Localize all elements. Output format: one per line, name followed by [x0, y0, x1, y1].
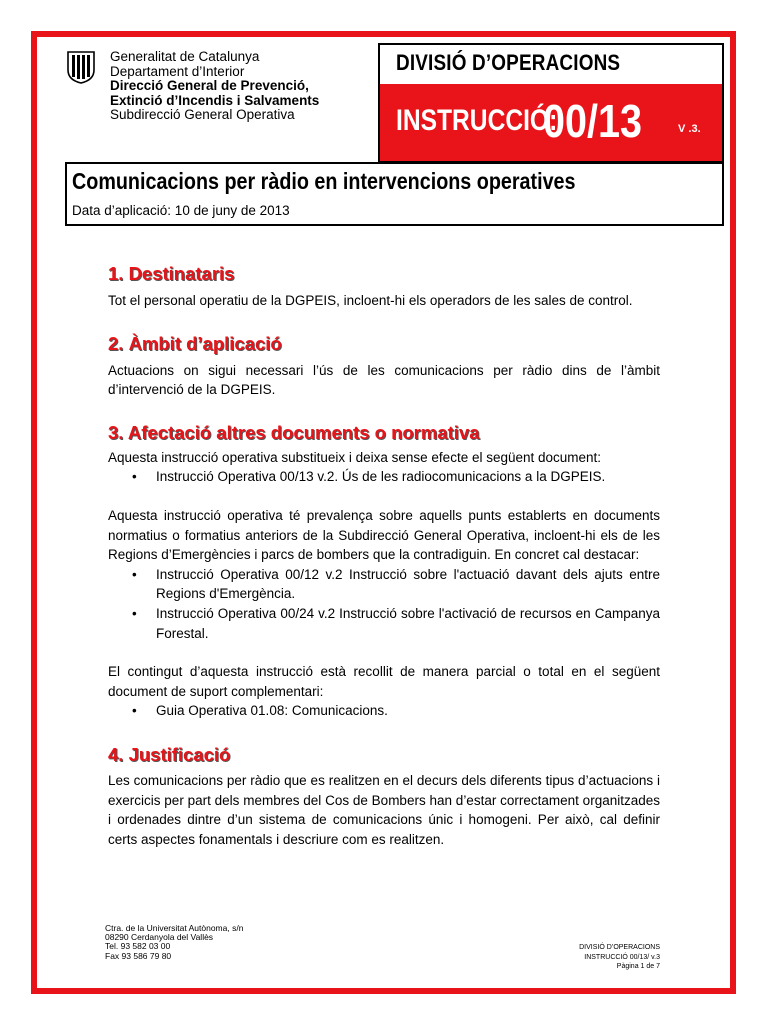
- section-text: Tot el personal operatiu de la DGPEIS, incloent-hi els operadors de les sales de control.: [108, 293, 633, 308]
- org-line: Departament d’Interior: [110, 63, 245, 79]
- footer-division: DIVISIÓ D’OPERACIONS: [579, 944, 660, 951]
- section-heading: 1. Destinataris: [108, 263, 235, 284]
- section-heading: 3. Afectació altres documents o normativa: [108, 421, 480, 443]
- footer-reference: [579, 943, 660, 972]
- section-text: Aquesta instrucció operativa substitueix i deixa sense efecte el següent document:: [108, 449, 602, 465]
- generalitat-logo-icon: [67, 50, 95, 84]
- footer-instruction: INSTRUCCIÓ 00/13/ v.3: [584, 953, 660, 961]
- list-item: • Guia Operativa 01.08: Comunicacions.: [132, 703, 388, 719]
- address-line: Fax 93 586 79 80: [105, 950, 172, 961]
- instruction-number: 00/13: [543, 95, 643, 147]
- application-date: Data d’aplicació: 10 de juny de 2013: [72, 203, 290, 218]
- instruction-label: INSTRUCCIÓ:: [396, 104, 558, 137]
- section-text: El contingut d’aquesta instrucció està recollit de manera parcial o total en el següent document de suport complementari:: [108, 664, 660, 699]
- organization-block: [110, 50, 319, 123]
- document-body: [108, 262, 660, 849]
- instruction-box: [378, 84, 724, 163]
- footer-address: [105, 924, 243, 961]
- section-text: Les comunicacions per ràdio que es realitzen en el decurs dels diferents tipus d’actuacions i exercicis per part dels membres del Cos de Bombers han d’estar correctament organitzades i ordenades dintre d’un sistema de comunicacions únic i homogeni. Per això, cal definir certs aspectes fonamentals i descriure com es realitzen.: [108, 772, 660, 847]
- org-line: Subdirecció General Operativa: [110, 107, 295, 123]
- instruction-version: V .3.: [678, 123, 701, 135]
- subject-box: [65, 162, 724, 226]
- list-item: • Instrucció Operativa 00/24 v.2 Instrucció sobre l'activació de recursos en Campanya Forestal.: [132, 605, 660, 641]
- section-text: Aquesta instrucció operativa té prevalença sobre aquells punts establerts en documents normatius o formatius anteriors de la Subdirecció General Operativa, incloent-hi els de les Regions d’Emergències i parcs de bombers que la contradiguin. En concret cal destacar:: [108, 507, 660, 563]
- bullet-list: [108, 467, 660, 487]
- address-line: Tel. 93 582 03 00: [105, 941, 171, 952]
- bullet-list: [108, 701, 660, 721]
- division-title: DIVISIÓ D’OPERACIONS: [396, 50, 621, 75]
- org-line: Direcció General de Prevenció,: [110, 78, 309, 94]
- subject-title: Comunicacions per ràdio en intervencions operatives: [72, 168, 576, 194]
- address-line: 08290 Cerdanyola del Vallès: [105, 932, 214, 943]
- section-text: Actuacions on sigui necessari l’ús de les comunicacions per ràdio dins de l’àmbit d’intervenció de la DGPEIS.: [108, 362, 660, 398]
- section-heading: 2. Àmbit d’aplicació: [108, 332, 282, 354]
- address-line: Ctra. de la Universitat Autònoma, s/n: [105, 923, 244, 933]
- section-heading: 4. Justificació: [108, 743, 231, 765]
- org-line: Extinció d’Incendis i Salvaments: [110, 92, 320, 108]
- page-number: Pàgina 1 de 7: [616, 963, 660, 970]
- bullet-list: [108, 565, 660, 643]
- org-line: Generalitat de Catalunya: [110, 49, 260, 64]
- division-box: [378, 43, 724, 86]
- list-item: • Instrucció Operativa 00/13 v.2. Ús de les radiocomunicacions a la DGPEIS.: [132, 469, 606, 485]
- list-item: • Instrucció Operativa 00/12 v.2 Instrucció sobre l'actuació davant dels ajuts entre Regions d'Emergència.: [132, 566, 660, 602]
